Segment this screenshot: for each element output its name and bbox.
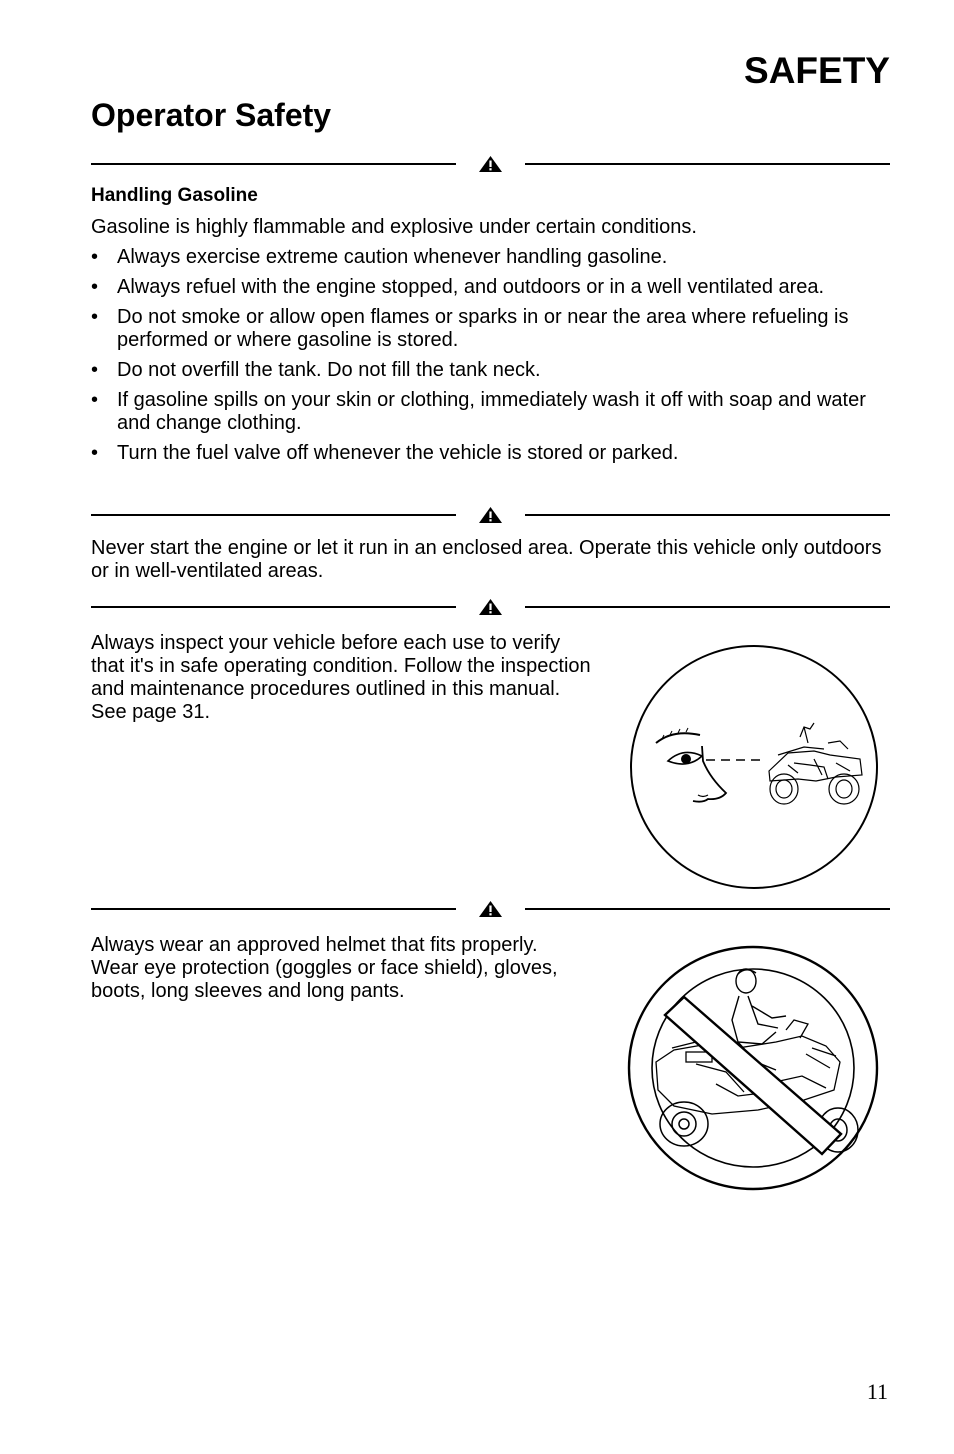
divider-rule (91, 514, 456, 516)
list-item-text: Always exercise extreme caution whenever handling gasoline. (117, 246, 668, 268)
section-title: Operator Safety (91, 97, 332, 133)
inspection-warning-text: Always inspect your vehicle before each use to verify that it's in safe operating condition. Follow the inspection and maintenance procedures outlined in this manual. See page 31. (91, 632, 591, 723)
bullet-dot: • (91, 442, 99, 464)
warning-divider (91, 598, 890, 616)
gasoline-heading: Handling Gasoline (91, 185, 258, 206)
divider-rule (91, 908, 456, 910)
list-item-text: Do not smoke or allow open flames or sparks in or near the area where refueling is performed or where gasoline is stored. (117, 306, 849, 351)
list-item-text: Do not overfill the tank. Do not fill the tank neck. (117, 359, 541, 381)
bullet-dot: • (91, 276, 99, 298)
divider-rule (525, 163, 890, 165)
bullet-dot: • (91, 359, 99, 381)
list-item-text: Always refuel with the engine stopped, and outdoors or in a well ventilated area. (117, 276, 825, 298)
gasoline-bullet-list (91, 246, 891, 472)
list-item-text: Turn the fuel valve off whenever the vehicle is stored or parked. (117, 442, 679, 464)
prohibited-rider-without-helmet-illustration (626, 944, 880, 1194)
helmet-warning-text: Always wear an approved helmet that fits properly. Wear eye protection (goggles or face shield), gloves, boots, long sleeves and long pants. (91, 934, 558, 1002)
divider-rule (525, 606, 890, 608)
warning-divider (91, 506, 890, 524)
list-item (91, 306, 891, 352)
warning-triangle-icon (478, 155, 503, 173)
eye-inspecting-atv-illustration (628, 643, 880, 893)
exhaust-warning-text: Never start the engine or let it run in an enclosed area. Operate this vehicle only outdoors or in well-ventilated areas. (91, 537, 882, 582)
bullet-dot: • (91, 389, 99, 411)
bullet-dot: • (91, 246, 99, 268)
divider-rule (91, 163, 456, 165)
chapter-title: SAFETY (744, 50, 890, 91)
list-item-text: If gasoline spills on your skin or clothing, immediately wash it off with soap and water and change clothing. (117, 389, 866, 434)
warning-divider (91, 155, 890, 173)
bullet-dot: • (91, 306, 99, 328)
warning-divider (91, 900, 890, 918)
divider-rule (91, 606, 456, 608)
list-item (91, 246, 891, 269)
warning-triangle-icon (478, 900, 503, 918)
list-item (91, 359, 891, 382)
list-item (91, 276, 891, 299)
warning-triangle-icon (478, 506, 503, 524)
warning-triangle-icon (478, 598, 503, 616)
divider-rule (525, 514, 890, 516)
page-number: 11 (866, 1379, 888, 1404)
list-item (91, 389, 891, 435)
divider-rule (525, 908, 890, 910)
list-item (91, 442, 891, 465)
gasoline-intro: Gasoline is highly flammable and explosive under certain conditions. (91, 216, 697, 238)
